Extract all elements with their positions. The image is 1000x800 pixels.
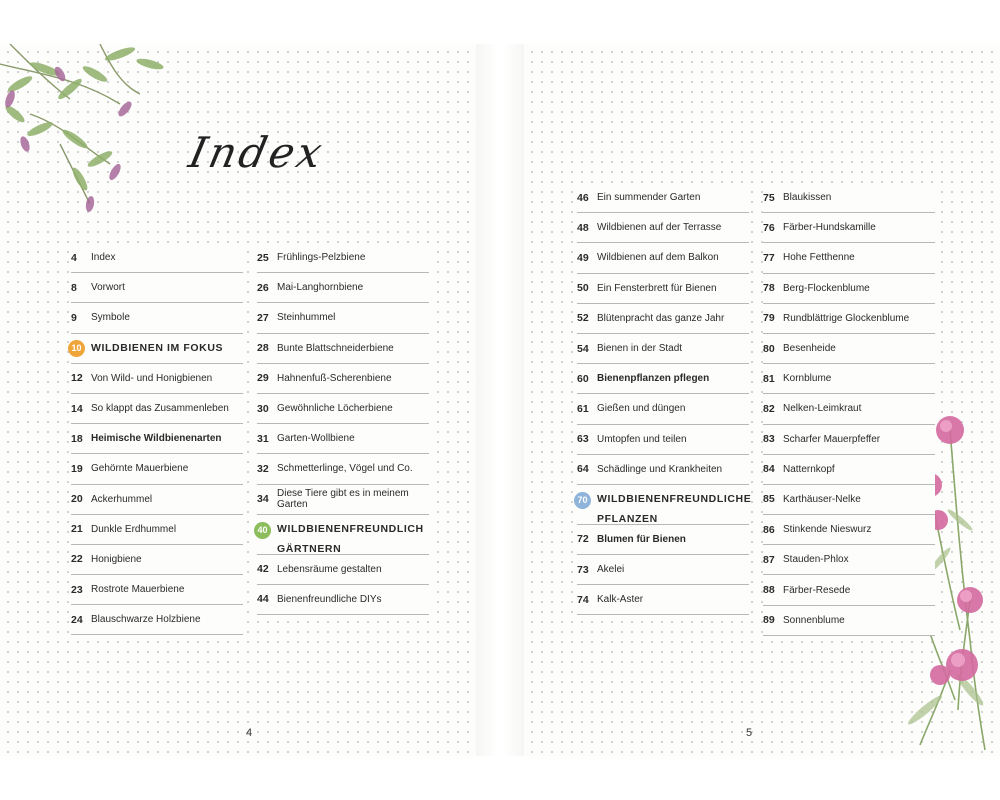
index-entry bbox=[577, 585, 749, 615]
entry-title: Wildbienen auf dem Balkon bbox=[597, 252, 719, 264]
page-number: 88 bbox=[763, 584, 775, 597]
index-column-1 bbox=[71, 243, 243, 635]
page-number: 78 bbox=[763, 282, 775, 295]
page-number: 19 bbox=[71, 462, 83, 475]
page-number: 75 bbox=[763, 191, 775, 204]
lavender-illustration bbox=[0, 44, 190, 214]
index-entry bbox=[71, 364, 243, 394]
index-entry bbox=[257, 485, 429, 515]
index-entry bbox=[71, 424, 243, 454]
index-entry bbox=[71, 394, 243, 424]
index-entry bbox=[71, 575, 243, 605]
page-number: 42 bbox=[257, 563, 269, 576]
page-number: 44 bbox=[257, 593, 269, 606]
index-entry bbox=[763, 274, 935, 304]
page-number: 64 bbox=[577, 463, 589, 476]
entry-title: Ein Fensterbrett für Bienen bbox=[597, 282, 717, 294]
right-page-number: 5 bbox=[746, 727, 753, 739]
page-number: 22 bbox=[71, 553, 83, 566]
index-entry bbox=[763, 485, 935, 515]
page-number: 25 bbox=[257, 251, 269, 264]
index-entry bbox=[257, 424, 429, 454]
entry-title: Besenheide bbox=[783, 343, 836, 355]
entry-title: Steinhummel bbox=[277, 312, 336, 324]
entry-title: Symbole bbox=[91, 312, 130, 324]
entry-title: Gehörnte Mauerbiene bbox=[91, 463, 189, 475]
page-number: 4 bbox=[71, 251, 77, 264]
index-entry bbox=[257, 334, 429, 364]
index-entry bbox=[71, 334, 243, 364]
entry-title: Wildbienen auf der Terrasse bbox=[597, 222, 722, 234]
index-entry bbox=[71, 605, 243, 635]
entry-title: Schmetterlinge, Vögel und Co. bbox=[277, 463, 413, 475]
section-badge-number: 10 bbox=[68, 340, 85, 357]
entry-title: Frühlings-Pelzbiene bbox=[277, 252, 366, 264]
page-number: 28 bbox=[257, 342, 269, 355]
page-number: 49 bbox=[577, 251, 589, 264]
entry-title: Schädlinge und Krankheiten bbox=[597, 463, 723, 475]
index-entry bbox=[71, 515, 243, 545]
entry-title: Blauschwarze Holzbiene bbox=[91, 614, 201, 626]
page-number: 24 bbox=[71, 613, 83, 626]
entry-title: WILDBIENENFREUNDLICH GÄRTNERN bbox=[277, 522, 424, 555]
page-number: 48 bbox=[577, 221, 589, 234]
entry-title: Index bbox=[91, 252, 116, 264]
index-entry bbox=[71, 485, 243, 515]
entry-title: WILDBIENEN IM FOKUS bbox=[91, 342, 224, 355]
page-number: 87 bbox=[763, 553, 775, 566]
index-entry bbox=[577, 183, 749, 213]
page-number: 27 bbox=[257, 311, 269, 324]
index-column-4 bbox=[763, 183, 935, 636]
index-entry bbox=[257, 243, 429, 273]
index-entry bbox=[257, 273, 429, 303]
entry-title: Garten-Wollbiene bbox=[277, 433, 355, 445]
index-entry bbox=[577, 243, 749, 273]
index-entry bbox=[763, 213, 935, 243]
entry-title: Kalk-Aster bbox=[597, 594, 644, 606]
entry-title: Akelei bbox=[597, 564, 625, 576]
entry-title: So klappt das Zusammenleben bbox=[91, 403, 229, 415]
page-number: 8 bbox=[71, 281, 77, 294]
page-number: 61 bbox=[577, 402, 589, 415]
entry-title: Ackerhummel bbox=[91, 493, 153, 505]
entry-title: Sonnenblume bbox=[783, 614, 845, 626]
entry-title: Diese Tiere gibt es in meinem Garten bbox=[277, 488, 409, 511]
entry-title: Von Wild- und Honigbienen bbox=[91, 372, 213, 384]
index-entry bbox=[763, 304, 935, 334]
page-number: 12 bbox=[71, 372, 83, 385]
index-entry bbox=[763, 425, 935, 455]
entry-title: Hahnenfuß-Scherenbiene bbox=[277, 372, 392, 384]
entry-title: Blumen für Bienen bbox=[597, 533, 686, 545]
index-entry bbox=[577, 213, 749, 243]
index-entry bbox=[257, 515, 429, 555]
page-number: 86 bbox=[763, 523, 775, 536]
page-number: 30 bbox=[257, 402, 269, 415]
index-entry bbox=[577, 394, 749, 424]
index-entry bbox=[763, 243, 935, 273]
page-number: 72 bbox=[577, 533, 589, 546]
page-number: 80 bbox=[763, 342, 775, 355]
index-entry bbox=[71, 243, 243, 273]
page-number: 14 bbox=[71, 402, 83, 415]
index-entry bbox=[257, 454, 429, 484]
index-entry bbox=[763, 183, 935, 213]
entry-title: Mai-Langhornbiene bbox=[277, 282, 364, 294]
entry-title: Hohe Fetthenne bbox=[783, 252, 855, 264]
page-number: 82 bbox=[763, 402, 775, 415]
entry-title: Stauden-Phlox bbox=[783, 554, 849, 566]
page-number: 52 bbox=[577, 312, 589, 325]
page-number: 83 bbox=[763, 433, 775, 446]
page-number: 20 bbox=[71, 493, 83, 506]
index-entry bbox=[577, 485, 752, 525]
entry-title: Honigbiene bbox=[91, 553, 142, 565]
entry-title: Stinkende Nieswurz bbox=[783, 524, 872, 536]
entry-title: Karthäuser-Nelke bbox=[783, 493, 861, 505]
entry-title: Heimische Wildbienenarten bbox=[91, 433, 222, 445]
index-column-3 bbox=[577, 183, 752, 615]
page-number: 32 bbox=[257, 462, 269, 475]
index-title: Index bbox=[184, 128, 330, 177]
entry-title: Bienenpflanzen pflegen bbox=[597, 373, 710, 385]
section-badge bbox=[577, 492, 597, 509]
page-number: 23 bbox=[71, 583, 83, 596]
index-entry bbox=[257, 364, 429, 394]
section-badge bbox=[257, 522, 277, 539]
page-number: 77 bbox=[763, 251, 775, 264]
entry-title: Rundblättrige Glockenblume bbox=[783, 312, 910, 324]
page-number: 81 bbox=[763, 372, 775, 385]
index-entry bbox=[763, 575, 935, 605]
index-entry bbox=[763, 364, 935, 394]
page-number: 21 bbox=[71, 523, 83, 536]
section-badge bbox=[71, 340, 91, 357]
index-entry bbox=[257, 394, 429, 424]
index-entry bbox=[71, 303, 243, 333]
entry-title: Kornblume bbox=[783, 373, 832, 385]
section-badge-number: 70 bbox=[574, 492, 591, 509]
page-number: 46 bbox=[577, 191, 589, 204]
page-number: 26 bbox=[257, 281, 269, 294]
page-number: 18 bbox=[71, 432, 83, 445]
page-number: 9 bbox=[71, 311, 77, 324]
page-number: 76 bbox=[763, 221, 775, 234]
entry-title: Rostrote Mauerbiene bbox=[91, 584, 185, 596]
entry-title: Umtopfen und teilen bbox=[597, 433, 687, 445]
entry-title: Berg-Flockenblume bbox=[783, 282, 870, 294]
index-entry bbox=[763, 334, 935, 364]
entry-title: WILDBIENENFREUNDLICHE PFLANZEN bbox=[597, 492, 752, 525]
entry-title: Färber-Resede bbox=[783, 584, 851, 596]
index-entry bbox=[71, 454, 243, 484]
index-entry bbox=[71, 273, 243, 303]
page-number: 50 bbox=[577, 282, 589, 295]
entry-title: Blaukissen bbox=[783, 192, 832, 204]
page-number: 29 bbox=[257, 372, 269, 385]
entry-title: Lebensräume gestalten bbox=[277, 563, 382, 575]
index-entry bbox=[577, 455, 749, 485]
entry-title: Färber-Hundskamille bbox=[783, 222, 876, 234]
entry-title: Gießen und düngen bbox=[597, 403, 686, 415]
page-number: 84 bbox=[763, 463, 775, 476]
page-number: 79 bbox=[763, 312, 775, 325]
entry-title: Ein summender Garten bbox=[597, 192, 701, 204]
page-number: 31 bbox=[257, 432, 269, 445]
page-number: 63 bbox=[577, 433, 589, 446]
entry-title: Nelken-Leimkraut bbox=[783, 403, 862, 415]
index-entry bbox=[577, 425, 749, 455]
index-entry bbox=[577, 274, 749, 304]
page-number: 60 bbox=[577, 372, 589, 385]
index-entry bbox=[763, 545, 935, 575]
page-number: 85 bbox=[763, 493, 775, 506]
index-entry bbox=[763, 606, 935, 636]
entry-title: Blütenpracht das ganze Jahr bbox=[597, 312, 725, 324]
page-number: 89 bbox=[763, 614, 775, 627]
page-number: 54 bbox=[577, 342, 589, 355]
index-entry bbox=[577, 334, 749, 364]
page-number: 73 bbox=[577, 563, 589, 576]
entry-title: Bienen in der Stadt bbox=[597, 343, 683, 355]
section-badge-number: 40 bbox=[254, 522, 271, 539]
entry-title: Scharfer Mauerpfeffer bbox=[783, 433, 881, 445]
entry-title: Gewöhnliche Löcherbiene bbox=[277, 403, 393, 415]
index-entry bbox=[577, 304, 749, 334]
index-entry bbox=[257, 303, 429, 333]
index-entry bbox=[577, 525, 749, 555]
page-number: 34 bbox=[257, 493, 269, 506]
index-entry bbox=[763, 455, 935, 485]
left-page-number: 4 bbox=[246, 727, 253, 739]
page-number: 74 bbox=[577, 593, 589, 606]
book-gutter bbox=[476, 44, 524, 756]
index-entry bbox=[763, 515, 935, 545]
entry-title: Natternkopf bbox=[783, 463, 835, 475]
index-entry bbox=[257, 585, 429, 615]
entry-title: Vorwort bbox=[91, 282, 125, 294]
index-entry bbox=[577, 555, 749, 585]
index-entry bbox=[577, 364, 749, 394]
index-entry bbox=[257, 555, 429, 585]
index-column-2 bbox=[257, 243, 429, 615]
entry-title: Bienenfreundliche DIYs bbox=[277, 593, 382, 605]
index-entry bbox=[763, 394, 935, 424]
entry-title: Dunkle Erdhummel bbox=[91, 523, 177, 535]
index-entry bbox=[71, 545, 243, 575]
entry-title: Bunte Blattschneiderbiene bbox=[277, 342, 394, 354]
